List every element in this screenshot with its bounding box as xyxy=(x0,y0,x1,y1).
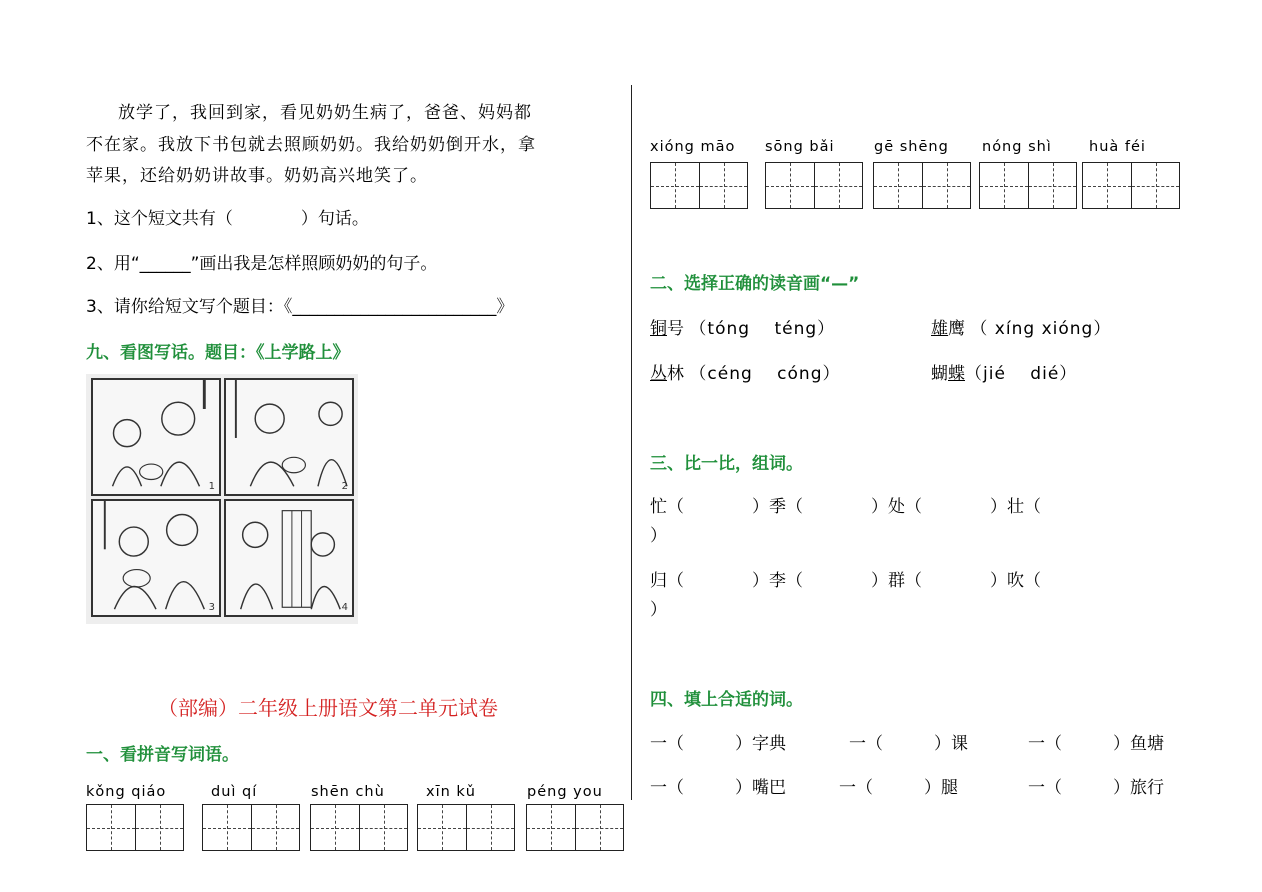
section-4-title: 四、填上合适的词。 xyxy=(650,690,803,710)
section-1-title: 一、看拼音写词语。 xyxy=(86,745,239,765)
pron-options: （ xíng xióng） xyxy=(970,319,1112,339)
compare-row-1-end: ） xyxy=(650,526,667,546)
panel-number: 4 xyxy=(341,602,348,613)
section-9-title: 九、看图写话。题目：《上学路上》 xyxy=(86,343,350,363)
compare-row-1: 忙（ ）季（ ）处（ ）壮（ xyxy=(650,497,1041,517)
panel-number: 1 xyxy=(208,481,215,492)
comic-scene-icon xyxy=(226,501,352,615)
writing-grid[interactable] xyxy=(765,162,863,209)
underlined-char: 铜 xyxy=(650,319,667,339)
pinyin-word: péng you xyxy=(527,784,603,800)
column-divider xyxy=(631,85,632,800)
comic-scene-icon xyxy=(93,501,219,615)
pron-item xyxy=(931,359,1077,384)
writing-grid[interactable] xyxy=(417,804,515,851)
comic-picture xyxy=(86,374,358,624)
writing-grid[interactable] xyxy=(650,162,748,209)
writing-grid[interactable] xyxy=(1082,162,1180,209)
pron-item xyxy=(650,314,835,339)
comic-scene-icon xyxy=(226,380,352,494)
fill-item: 一（ ）嘴巴 xyxy=(650,778,786,798)
fill-item: 一（ ）字典 xyxy=(650,734,786,754)
pinyin-word: huà féi xyxy=(1089,139,1146,155)
char: 鹰 xyxy=(948,319,965,339)
writing-grid[interactable] xyxy=(526,804,624,851)
fill-item: 一（ ）课 xyxy=(849,734,968,754)
pinyin-word: gē shēng xyxy=(874,139,949,155)
comic-panel-1 xyxy=(91,378,221,496)
writing-grid[interactable] xyxy=(202,804,300,851)
comic-scene-icon xyxy=(93,380,219,494)
underlined-char: 雄 xyxy=(931,319,948,339)
pinyin-word: duì qí xyxy=(211,784,258,800)
pinyin-word: xīn kǔ xyxy=(426,784,476,800)
question-2: 2、用“______”画出我是怎样照顾奶奶的句子。 xyxy=(86,254,438,274)
pinyin-word: shēn chù xyxy=(311,784,385,800)
comic-panel-4 xyxy=(224,499,354,617)
story-line: 不在家。我放下书包就去照顾奶奶。我给奶奶倒开水，拿 xyxy=(86,135,536,155)
exam-title: （部编）二年级上册语文第二单元试卷 xyxy=(158,696,498,720)
comic-panel-3 xyxy=(91,499,221,617)
fill-item: 一（ ）旅行 xyxy=(1028,778,1164,798)
compare-row-2: 归（ ）李（ ）群（ ）吹（ xyxy=(650,571,1041,591)
char: 林 xyxy=(667,364,684,384)
writing-grid[interactable] xyxy=(310,804,408,851)
pinyin-word: kǒng qiáo xyxy=(86,784,167,800)
char: 号 xyxy=(667,319,684,339)
fill-item: 一（ ）腿 xyxy=(839,778,958,798)
question-3: 3、请你给短文写个题目：《________________________》 xyxy=(86,297,514,317)
pron-options: （jié dié） xyxy=(965,364,1078,384)
underlined-char: 丛 xyxy=(650,364,667,384)
char: 蝴 xyxy=(931,364,948,384)
underlined-char: 蝶 xyxy=(948,364,965,384)
pron-item xyxy=(931,314,1111,339)
pron-options: （tóng téng） xyxy=(689,319,836,339)
question-1: 1、这个短文共有（ ）句话。 xyxy=(86,209,369,229)
story-line: 苹果，还给奶奶讲故事。奶奶高兴地笑了。 xyxy=(86,166,428,186)
compare-row-2-end: ） xyxy=(650,600,667,620)
story-line: 放学了，我回到家，看见奶奶生病了，爸爸、妈妈都 xyxy=(118,103,532,123)
pron-item xyxy=(650,359,841,384)
comic-panel-2 xyxy=(224,378,354,496)
panel-number: 2 xyxy=(341,481,348,492)
pron-options: （céng cóng） xyxy=(689,364,841,384)
section-3-title: 三、比一比，组词。 xyxy=(650,454,803,474)
pinyin-word: xióng māo xyxy=(650,139,736,155)
pinyin-word: sōng bǎi xyxy=(765,139,835,155)
section-2-title: 二、选择正确的读音画“—” xyxy=(650,274,860,294)
panel-number: 3 xyxy=(208,602,215,613)
pinyin-word: nóng shì xyxy=(982,139,1052,155)
fill-item: 一（ ）鱼塘 xyxy=(1028,734,1164,754)
writing-grid[interactable] xyxy=(873,162,971,209)
writing-grid[interactable] xyxy=(979,162,1077,209)
writing-grid[interactable] xyxy=(86,804,184,851)
